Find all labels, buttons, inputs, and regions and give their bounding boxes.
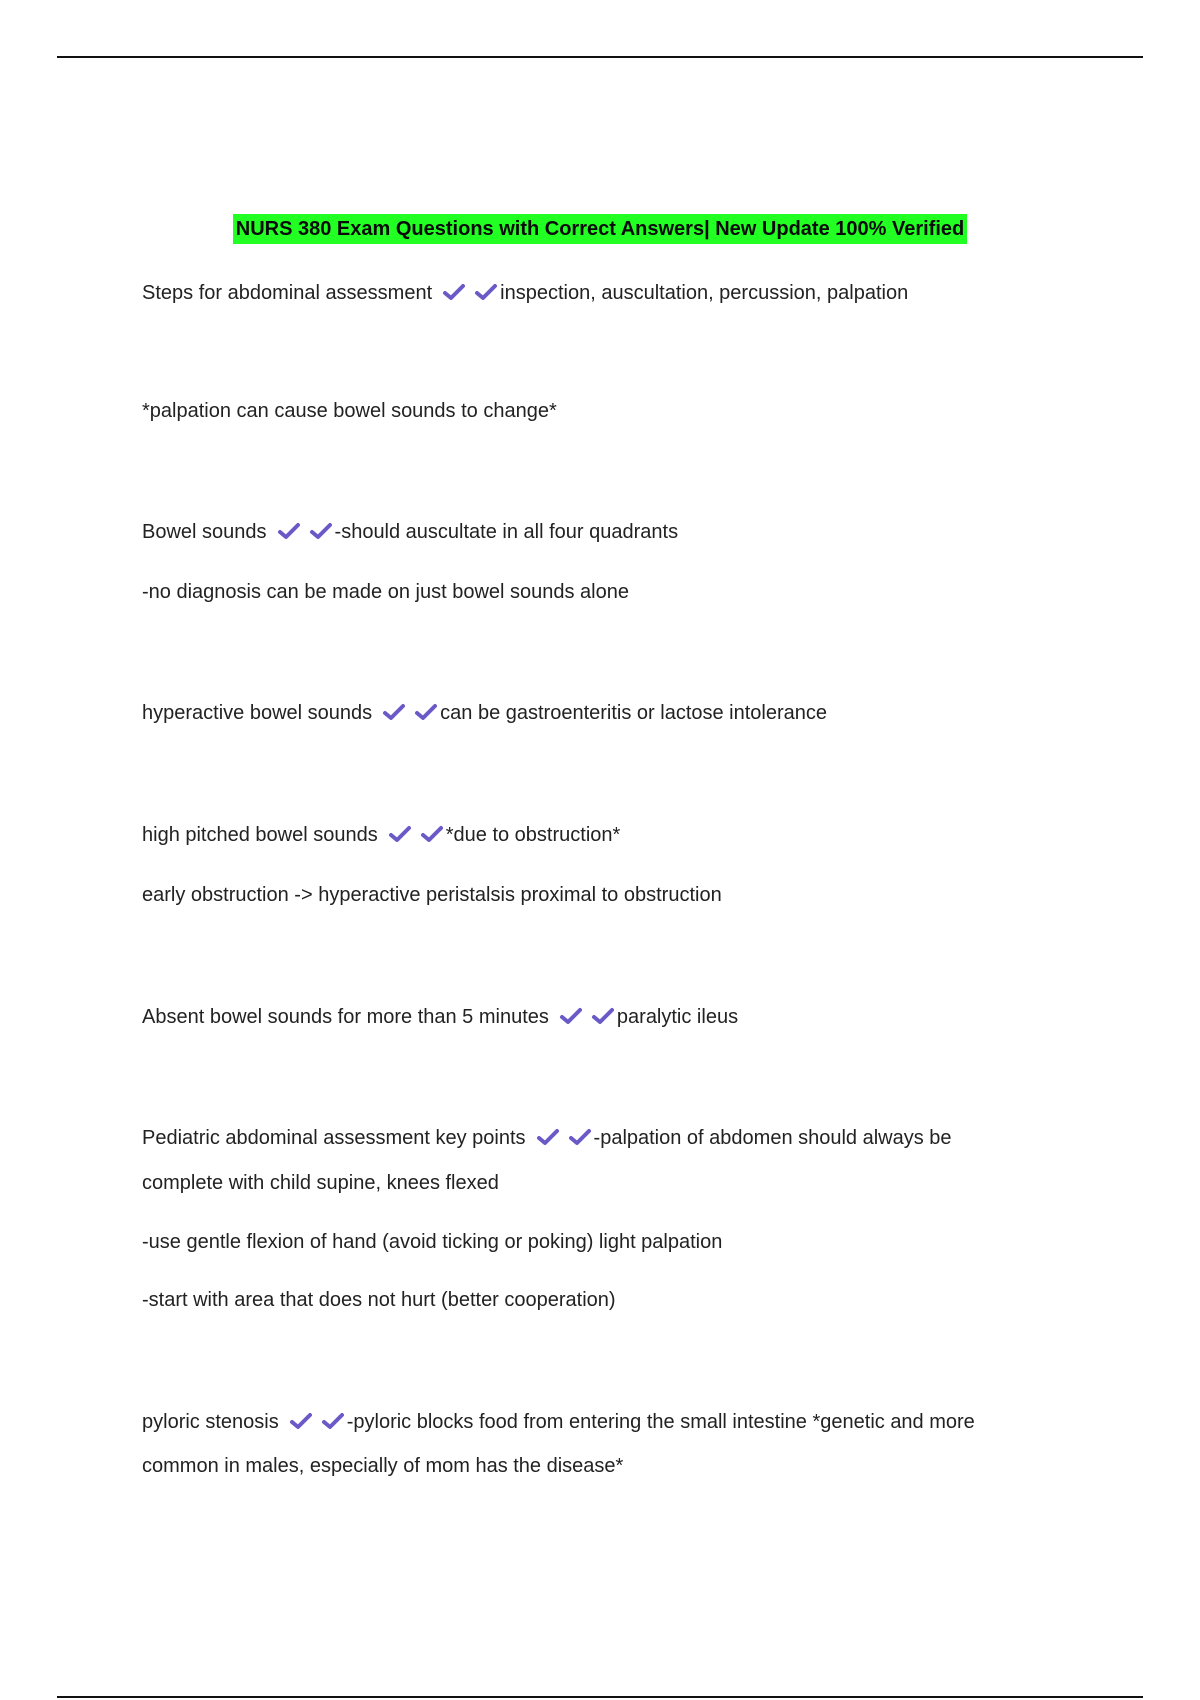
question-term: Steps for abdominal assessment [142, 282, 433, 304]
question-term: hyperactive bowel sounds [142, 702, 373, 724]
qa-line [142, 698, 827, 728]
note-text: -no diagnosis can be made on just bowel sounds alone [142, 581, 629, 603]
answer-text: -should auscultate in all four quadrants [334, 521, 679, 543]
qa-line [142, 278, 908, 308]
qa-line [142, 1407, 975, 1437]
header-rule [57, 56, 1143, 58]
double-check [442, 278, 500, 308]
check-icon [388, 824, 412, 844]
check-icon [591, 1006, 615, 1026]
qa-line [142, 820, 620, 850]
qa-line [142, 517, 678, 547]
double-check [289, 1407, 347, 1437]
document-title: NURS 380 Exam Questions with Correct Answers| New Update 100% Verified [233, 214, 967, 244]
qa-line [142, 1123, 952, 1153]
check-icon [309, 521, 333, 541]
check-icon [568, 1127, 592, 1147]
question-term: high pitched bowel sounds [142, 824, 378, 846]
question-term: Pediatric abdominal assessment key points [142, 1127, 526, 1149]
answer-text: inspection, auscultation, percussion, palpation [500, 282, 909, 304]
note-line [142, 1168, 499, 1198]
note-text: -start with area that does not hurt (better cooperation) [142, 1289, 616, 1311]
double-check [536, 1123, 594, 1153]
note-line [142, 577, 629, 607]
note-line [142, 1285, 616, 1315]
double-check [382, 698, 440, 728]
note-line [142, 1451, 623, 1481]
note-line [142, 1227, 722, 1257]
question-term: pyloric stenosis [142, 1411, 279, 1433]
answer-text: -palpation of abdomen should always be [593, 1127, 952, 1149]
note-text: complete with child supine, knees flexed [142, 1172, 499, 1194]
footer-rule [57, 1696, 1143, 1698]
answer-text: -pyloric blocks food from entering the small intestine *genetic and more [346, 1411, 975, 1433]
question-term: Bowel sounds [142, 521, 267, 543]
check-icon [289, 1411, 313, 1431]
check-icon [382, 702, 406, 722]
check-icon [321, 1411, 345, 1431]
note-text: -use gentle flexion of hand (avoid ticking or poking) light palpation [142, 1231, 723, 1253]
answer-text: can be gastroenteritis or lactose intolerance [440, 702, 828, 724]
check-icon [559, 1006, 583, 1026]
note-line [142, 880, 722, 910]
note-text: *palpation can cause bowel sounds to change* [142, 400, 557, 422]
check-icon [442, 282, 466, 302]
double-check [559, 1002, 617, 1032]
note-text: common in males, especially of mom has the disease* [142, 1455, 624, 1477]
question-term: Absent bowel sounds for more than 5 minutes [142, 1006, 549, 1028]
double-check [277, 517, 335, 547]
qa-line [142, 1002, 738, 1032]
answer-text: paralytic ileus [616, 1006, 739, 1028]
answer-text: *due to obstruction* [445, 824, 621, 846]
double-check [388, 820, 446, 850]
check-icon [536, 1127, 560, 1147]
title-container [0, 214, 1200, 244]
check-icon [420, 824, 444, 844]
note-text: early obstruction -> hyperactive peristalsis proximal to obstruction [142, 884, 722, 906]
note-line [142, 396, 557, 426]
check-icon [474, 282, 498, 302]
check-icon [414, 702, 438, 722]
check-icon [277, 521, 301, 541]
